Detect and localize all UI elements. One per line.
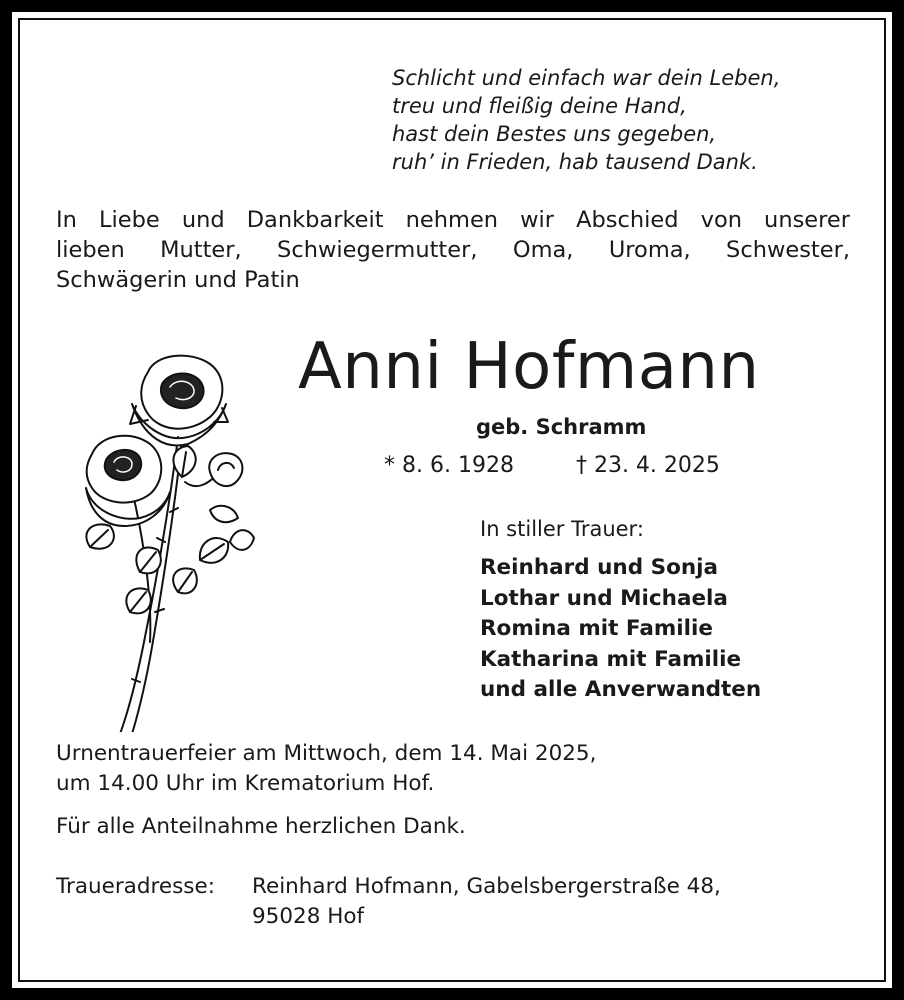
poem [392, 64, 780, 176]
ceremony-line: Urnentrauerfeier am Mittwoch, dem 14. Mai 2025, [56, 741, 597, 766]
address-label: Traueradresse: [56, 874, 215, 899]
poem-line: treu und fleißig deine Hand, [392, 94, 687, 118]
rose-icon [70, 342, 255, 732]
mourner-name: Lothar und Michaela [480, 585, 728, 611]
address-line: 95028 Hof [252, 904, 365, 929]
deceased-name: Anni Hofmann [298, 330, 760, 404]
ceremony-line: um 14.00 Uhr im Krematorium Hof. [56, 771, 435, 796]
life-dates [384, 453, 720, 478]
birth-name: geb. Schramm [476, 415, 647, 439]
intro-text [56, 205, 850, 295]
poem-line: hast dein Bestes uns gegeben, [392, 122, 717, 146]
poem-line: ruh’ in Frieden, hab tausend Dank. [392, 150, 758, 174]
mourner-name: Katharina mit Familie [480, 646, 742, 672]
mourner-name: Romina mit Familie [480, 616, 713, 641]
mourner-name: und alle Anverwandten [480, 677, 762, 702]
address-line: Reinhard Hofmann, Gabelsbergerstraße 48, [252, 874, 721, 899]
obituary-card [12, 12, 892, 988]
intro-line: lieben Mutter, Schwiegermutter, Oma, Uroma, Schwester, [56, 237, 850, 263]
mourner-name: Reinhard und Sonja [480, 555, 719, 580]
intro-line: In Liebe und Dankbarkeit nehmen wir Abschied von unserer [56, 207, 850, 233]
mourners-list [480, 553, 761, 706]
death-date: † 23. 4. 2025 [575, 453, 720, 478]
intro-line: Schwägerin und Patin [56, 267, 300, 293]
thanks-text: Für alle Anteilnahme herzlichen Dank. [56, 814, 466, 839]
ceremony-info [56, 739, 596, 799]
mourners-heading: In stiller Trauer: [480, 517, 644, 541]
mourning-address [56, 872, 721, 932]
poem-line: Schlicht und einfach war dein Leben, [392, 66, 781, 90]
birth-date: * 8. 6. 1928 [384, 453, 514, 478]
